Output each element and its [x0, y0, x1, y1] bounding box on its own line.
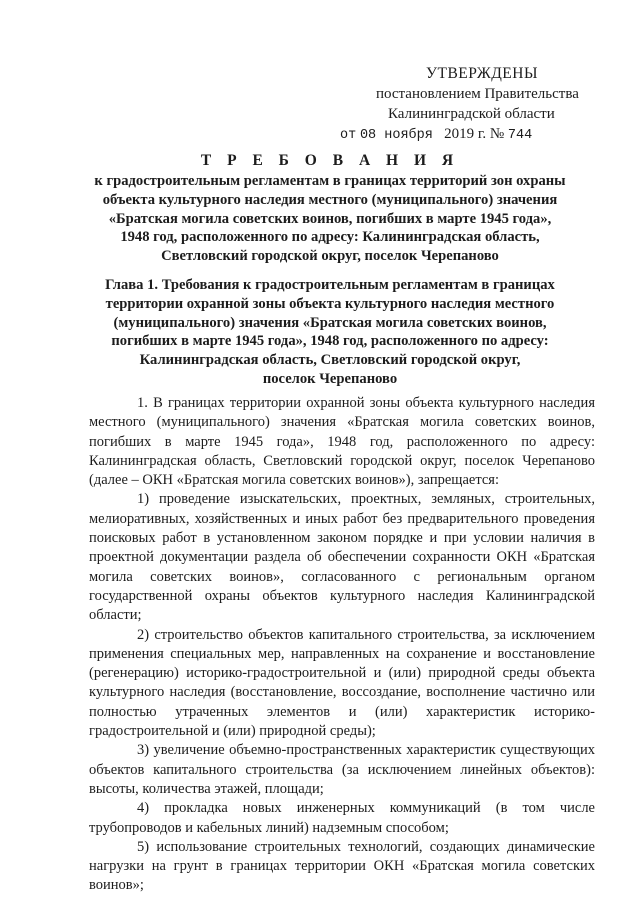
chapter-line: погибших в марте 1945 года», 1948 год, расположенного по адресу:: [111, 333, 549, 350]
subtitle-line: объекта культурного наследия местного (муниципального) значения: [102, 191, 558, 208]
subtitle-line: 1948 год, расположенного по адресу: Калининградская область,: [120, 229, 540, 246]
item-2: 2) строительство объектов капитального строительства, за исключением применения специальных мер, направленных на сохранение и восстановление (регенерацию) историко-градостроительной и (или) природной среды объекта культурного наследия (восстановление, воссоздание, восполнение частично или полностью утраченных элементов и (или) характеристик историко-градостроительной и (или) природной среды);: [89, 626, 595, 740]
subtitle-line: «Братская могила советских воинов, погибших в марте 1945 года»,: [108, 210, 552, 227]
approval-decree-line: постановлением Правительства: [376, 86, 579, 102]
date-prefix: от: [340, 128, 357, 143]
item-1: 1) проведение изыскательских, проектных, земляных, строительных, мелиоративных, хозяйственных и иных работ без предварительного проведения поисковых работ в установленном законом порядке и при условии наличия в проектной документации раздела об обеспечении сохранности ОКН «Братская могила советских воинов», согласованного с региональным органом государственной охраны объектов культурного наследия Калининградской области;: [89, 491, 595, 624]
chapter-heading: [70, 276, 590, 389]
chapter-line: Калининградская область, Светловский городской округ,: [139, 352, 521, 369]
subtitle-line: Светловский городской округ, поселок Черепаново: [161, 248, 499, 265]
approval-stamp: [330, 64, 590, 146]
chapter-line: территории охранной зоны объекта культурного наследия местного: [105, 295, 555, 312]
approval-date-line: [340, 124, 590, 146]
number-sign: №: [489, 126, 505, 142]
item-5: 5) использование строительных технологий, создающих динамические нагрузки на грунт в границах территории ОКН «Братская могила советских воинов»;: [89, 838, 595, 894]
approval-region-line: Калининградской области: [388, 106, 555, 122]
item-3: 3) увеличение объемно-пространственных характеристик существующих объектов капитального строительства (за исключением линейных объектов): высоты, количества этажей, площади;: [89, 742, 595, 797]
requirements-title: Т Р Е Б О В А Н И Я: [200, 152, 460, 169]
approval-number: 744: [507, 128, 533, 143]
chapter-line: поселок Черепаново: [262, 370, 398, 387]
subtitle-line: к градостроительным регламентам в границах территорий зон охраны: [94, 173, 566, 189]
requirements-subtitle: [70, 172, 590, 266]
approval-title: УТВЕРЖДЕНЫ: [426, 65, 538, 82]
item-4: 4) прокладка новых инженерных коммуникаций (в том числе трубопроводов и кабельных линий) надземным способом;: [89, 800, 595, 836]
chapter-line: Глава 1. Требования к градостроительным регламентам в границах: [105, 277, 555, 293]
approval-date: 08 ноября: [359, 128, 433, 143]
chapter-line: (муниципального) значения «Братская могила советских воинов,: [113, 314, 547, 331]
paragraph-1: 1. В границах территории охранной зоны объекта культурного наследия местного (муниципального) значения «Братская могила советских воинов, погибших в марте 1945 года», 1948 год, расположенного по адресу: Калининградская область, Светловский городской округ, поселок Черепаново (далее – ОКН «Братская могила советских воинов»), запрещается:: [89, 395, 595, 489]
approval-year: 2019 г.: [444, 126, 487, 142]
body-text: [89, 394, 595, 896]
